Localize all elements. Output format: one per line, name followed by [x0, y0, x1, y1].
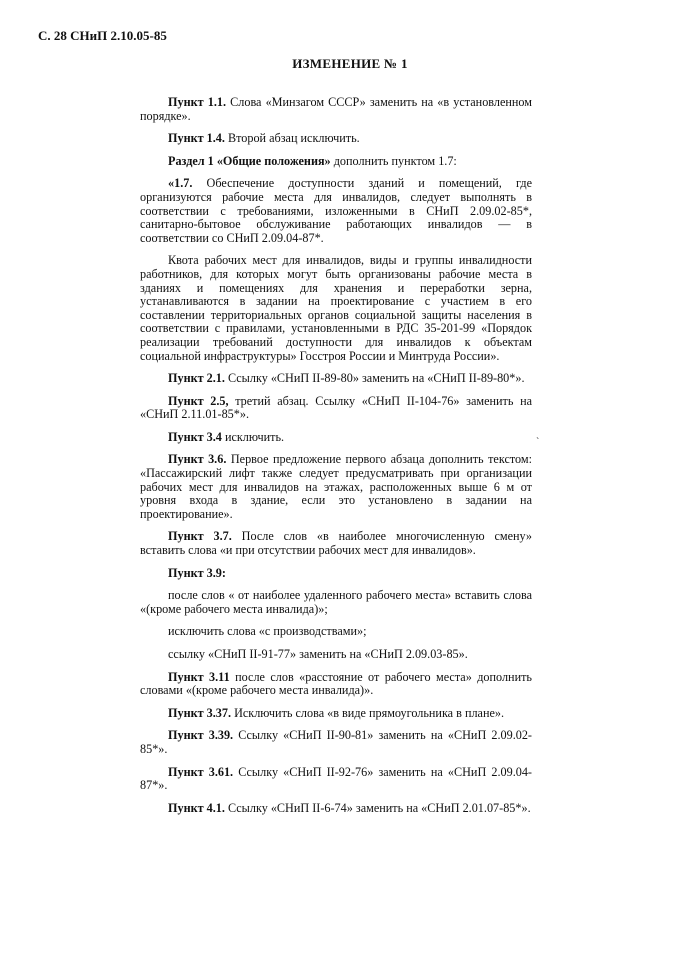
paragraph: Раздел 1 «Общие положения» дополнить пунктом 1.7:: [168, 153, 457, 168]
amendment-body: [140, 96, 532, 824]
paragraph: Пункт 2.5, третий абзац. Ссылку «СНиП II-104-76» заменить на «СНиП 2.11.01-85*».: [140, 393, 533, 422]
paragraph: «1.7. Обеспечение доступности зданий и помещений, где организуются рабочие места для инвалидов, следует выполнять в соответствии с требованиями, изложенными в СНиП 2.09.02-85*, санитарно-бытовое обслуживание работающих инвалидов — в соответствии со СНиП 2.09.04-87*.: [140, 176, 532, 245]
paragraph: Пункт 4.1. Ссылку «СНиП II-6-74» заменить на «СНиП 2.01.07-85*».: [168, 800, 531, 815]
paragraph: Пункт 3.11 после слов «расстояние от рабочего места» дополнить словами «(кроме рабочего места инвалида)».: [140, 669, 532, 698]
scan-mark: `: [536, 437, 540, 448]
paragraph: Пункт 3.4 исключить.: [168, 429, 285, 444]
paragraph: Пункт 1.1. Слова «Минзагом СССР» заменить на «в установленном порядке».: [140, 95, 532, 123]
paragraph: Пункт 3.37. Исключить слова «в виде прямоугольника в плане».: [168, 705, 505, 720]
paragraph: Квота рабочих мест для инвалидов, виды и группы инвалидности работников, для которых могут быть организованы рабочие места в зданиях и помещениях для хранения и переработки зерна, устанавливаются в задании на проектирование с участием в его составлении территориальных органов социальной защиты населения в соответствии с правилами, установленными в РДС 35-201-99 «Порядок реализации требований доступности для инвалидов к объектам социальной инфраструктуры» Госстроя России и Минтруда России».: [140, 253, 532, 363]
paragraph: исключить слова «с производствами»;: [168, 624, 367, 639]
paragraph: Пункт 3.61. Ссылку «СНиП II-92-76» заменить на «СНиП 2.09.04-87*».: [140, 764, 532, 793]
page-title: ИЗМЕНЕНИЕ № 1: [292, 56, 408, 71]
paragraph: Пункт 3.6. Первое предложение первого абзаца дополнить текстом: «Пассажирский лифт также следует предусматривать при организации рабочих мест для инвалидов на этажах, расположенных выше 6 м от уровня входа в здание, если это установлено в задании на проектирование».: [140, 452, 532, 521]
paragraph: Пункт 3.7. После слов «в наиболее многочисленную смену» вставить слова «и при отсутствии рабочих мест для инвалидов».: [140, 529, 533, 558]
paragraph: Пункт 1.4. Второй абзац исключить.: [168, 131, 360, 146]
paragraph: после слов « от наиболее удаленного рабочего места» вставить слова «(кроме рабочего места инвалида)»;: [140, 588, 532, 616]
paragraph: Пункт 3.39. Ссылку «СНиП II-90-81» заменить на «СНиП 2.09.02-85*».: [140, 728, 532, 756]
paragraph: Пункт 2.1. Ссылку «СНиП II-89-80» заменить на «СНиП II-89-80*».: [168, 371, 525, 386]
paragraph: Пункт 3.9:: [168, 565, 226, 580]
paragraph: ссылку «СНиП II-91-77» заменить на «СНиП 2.09.03-85».: [168, 647, 468, 661]
page-header: С. 28 СНиП 2.10.05-85: [38, 28, 167, 43]
